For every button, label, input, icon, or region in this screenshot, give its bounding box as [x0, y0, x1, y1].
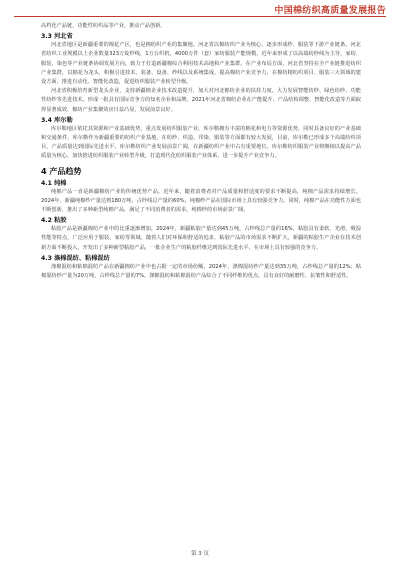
page-content [41, 22, 361, 281]
section-heading-hebei: 3.3 河北省 [41, 33, 73, 41]
section-heading-pure-cotton: 4.1 纯棉 [41, 179, 67, 187]
pure-cotton-paragraph: 纯棉产品一直是新疆棉纺产业的传统优势产品。近年来，随着消费者对产品质量和舒适度的要求不断提高，纯棉产品需求持续增长。2024年，新疆纯棉纱产量达到180万吨，占纱线总产量的60%，纯棉纱产品在国际市场上具有较强竞争力。同时，纯棉产品在功能性方面也不断创新，推出了多种新型纯棉产品，满足了不同消费者的需求，纯棉纱的市场前景广阔。 [41, 188, 361, 214]
intro-paragraph: 高档化产品链，功能性纺织品等产业，推动产品创新。 [41, 23, 166, 29]
header-title: 中国棉纺织高质量发展报告 [274, 6, 386, 16]
blends-paragraph: 涤棉混纺和粘棉混纺产品在新疆棉纺产业中也占据一定的市场份额。2024年，涤棉混纺纱产量达到35万吨，占纱线总产量的12%；粘棉混纺纱产量为20万吨，占纱线总产量的7%。涤棉混纺和粘棉混纺产品综合了不同纤维的优点，具有良好的耐磨性、抗皱性和舒适性。 [41, 263, 361, 280]
section-heading-blends: 4.3 涤棉混纺、粘棉混纺 [41, 254, 110, 262]
section-heading-korla: 3.4 库尔勒 [41, 116, 73, 124]
korla-paragraph-1: 库尔勒地区依托其资源和产业基础优势，重点发展纺织服装产业，库尔勒拥有丰富的棉花和电力等资源优势，同时具备良好的产业基础和交通条件，库尔勒作为新疆重要的纺织产业基地，在纺纱、织造、印染、服装等方面都有较大发展，目前，库尔勒已形成多个高端纺织项目，产品质量达到国际先进水平，库尔勒纺织产业发展前景广阔，在新疆纺织产业中占有重要地位。库尔勒纺织服装产业将继续以提高产品质量为核心，加快推进纺织服装产业转型升级，打造现代化纺织服装产业体系，进一步提升产业竞争力。 [41, 125, 361, 160]
page-number: 第 3 页 [191, 551, 209, 557]
hebei-paragraph-1: 河北省地区是新疆重要的棉花产区，也是棉纺织产业的集聚地。河北省以棉纺织产业为核心，逐步形成纱、服装等下游产业链条。河北省纺织工业规模以上企业数量323万锭纱线，1万台织机，4000万件（套）家纺服装产能规模，近年来形成了以高端纺纱线为主导，家纺、服装、染色等产业链条协调发展方向，致力于打造新疆棉综合利用技术高地和产业集群。在产业布局方面，河北省坚持在全产业链推进纺织产业集群，以棉花为龙头，积极引进技术、装备、设备、纱线以及系统集成，提高棉纺产业竞争力，在棉纺精纺织项目、服装三大领域的建设方面，推进自动化、智能化改造，促进纺织服装产业转型升级。 [41, 42, 361, 86]
page-header [0, 0, 400, 18]
hebei-paragraph-2: 河北省积极培育新型龙头企业，支持新疆棉企业技术改造提升，加大对河北棉纺企业的扶持力度。大力发展智能纺纱、绿色纺纱、功能性纺纱等先进技术，形成一批具有国际竞争力的知名企业和品牌。2021年河北省棉纺企业在产能提升、产品结构调整、智能化改造等方面取得显著成效，棉纺产业集聚效应日益凸显，发展前景良好。 [41, 88, 361, 113]
viscose-paragraph: 粘胶产品是新疆棉纺产业中的比重逐渐增加。2024年，新疆粘胶产量达到45万吨，占纱线总产量的16%，粘胶具有柔软、光滑、吸湿性能等特点，广泛应用于服装、家纺等领域。随着人们对环保和舒适的追求，粘胶产品的市场需求不断扩大，新疆的粘胶生产企业在技术创新方面不断投入，开发出了多种新型粘胶产品，一批企业生产的粘胶纤维达到国际先进水平，在市场上具有较强的竞争力。 [41, 226, 361, 251]
header-rule [14, 16, 386, 17]
chapter-heading-product-trends: 4 产品趋势 [41, 166, 82, 176]
section-heading-viscose: 4.2 粘胶 [41, 217, 67, 225]
